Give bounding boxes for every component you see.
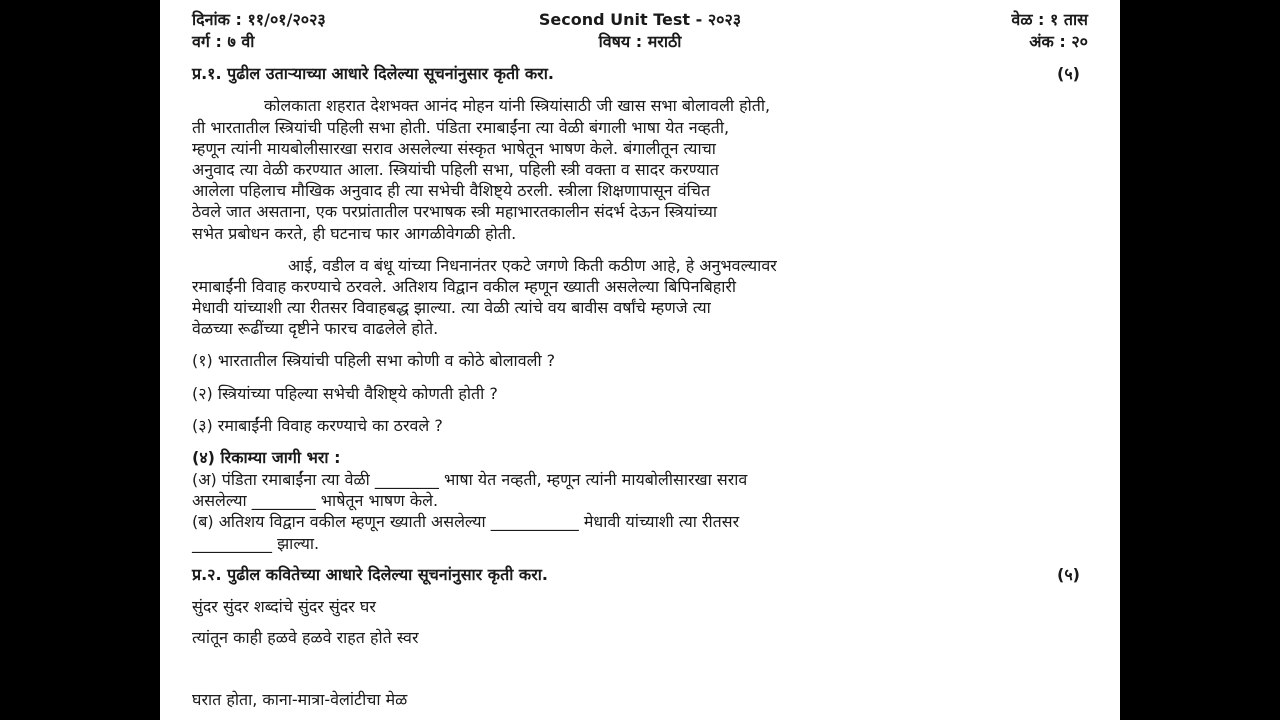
q1-marks: (५) (1057, 64, 1080, 83)
poem-line: घरात होता, काना-मात्रा-वेलांटीचा मेळ (192, 690, 408, 709)
q2-heading: प्र.२. पुढील कवितेच्या आधारे दिलेल्या सूचनांनुसार कृती करा. (192, 565, 548, 584)
fill-blank-b: (ब) अतिशय विद्वान वकील म्हणून ख्याती असलेल्या ___________ मेधावी यांच्याशी त्या रीतसर (192, 512, 740, 531)
exam-class: वर्ग : ७ वी (192, 32, 255, 51)
passage-line: मेधावी यांच्याशी त्या रीतसर विवाहबद्ध झाल्या. त्या वेळी त्यांचे वय बावीस वर्षांचे म्हणजे त्या (192, 298, 711, 317)
passage-line: रमाबाईंनी विवाह करण्याचे ठरवले. अतिशय विद्वान वकील म्हणून ख्याती असलेल्या बिपिनबिहारी (192, 277, 737, 296)
fill-blank-a-cont: असलेल्या ________ भाषेतून भाषण केले. (192, 491, 439, 510)
passage-line: अनुवाद त्या वेळी करण्यात आला. स्त्रियांची पहिली सभा, पहिली स्त्री वक्ता व सादर करण्यात (192, 160, 719, 179)
poem-line: त्यांतून काही हळवे हळवे राहत होते स्वर (192, 628, 419, 647)
passage-line: वेळच्या रूढींच्या दृष्टीने फारच वाढलेले होते. (192, 319, 439, 338)
question-1: (१) भारतातील स्त्रियांची पहिली सभा कोणी व कोठे बोलावली ? (192, 351, 556, 370)
exam-subject: विषय : मराठी (598, 32, 682, 51)
exam-marks: अंक : २० (1029, 32, 1088, 51)
passage-line: कोलकाता शहरात देशभक्त आनंद मोहन यांनी स्त्रियांसाठी जी खास सभा बोलावली होती, (264, 96, 771, 115)
q2-marks: (५) (1057, 565, 1080, 584)
fill-blank-a: (अ) पंडिता रमाबाईंना त्या वेळी ________ भाषा येत नव्हती, म्हणून त्यांनी मायबोलीसारखा सराव (192, 470, 748, 489)
exam-duration: वेळ : १ तास (1011, 10, 1088, 29)
passage-line: ती भारतातील स्त्रियांची पहिली सभा होती. पंडिता रमाबाईंना त्या वेळी बंगाली भाषा येत नव्हती, (192, 118, 730, 137)
exam-title: Second Unit Test - २०२३ (538, 10, 742, 29)
passage-line: ठेवले जात असताना, एक परप्रांतातील परभाषक स्त्री महाभारतकालीन संदर्भ देऊन स्त्रियांच्या (192, 202, 718, 221)
passage-line: म्हणून त्यांनी मायबोलीसारखा सराव असलेल्या संस्कृत भाषेतून भाषण केले. बंगालीतून त्याचा (192, 139, 716, 158)
poem-line: सुंदर सुंदर शब्दांचे सुंदर सुंदर घर (192, 597, 376, 616)
fill-blanks-heading: (४) रिकाम्या जागी भरा : (192, 448, 341, 467)
exam-date: दिनांक : ११/०१/२०२३ (192, 10, 326, 29)
fill-blank-b-cont: __________ झाल्या. (192, 534, 320, 553)
question-3: (३) रमाबाईंनी विवाह करण्याचे का ठरवले ? (192, 416, 443, 435)
passage-line: आई, वडील व बंधू यांच्या निधनानंतर एकटे जगणे किती कठीण आहे, हे अनुभवल्यावर (288, 256, 777, 275)
q1-heading: प्र.१. पुढील उताऱ्याच्या आधारे दिलेल्या सूचनांनुसार कृती करा. (192, 64, 554, 83)
passage-line: सभेत प्रबोधन करते, ही घटनाच फार आगळीवेगळी होती. (192, 224, 517, 243)
exam-paper (160, 0, 1120, 720)
passage-line: आलेला पहिलाच मौखिक अनुवाद ही त्या सभेची वैशिष्ट्ये ठरली. स्त्रीला शिक्षणापासून वंचित (192, 181, 711, 200)
question-2: (२) स्त्रियांच्या पहिल्या सभेची वैशिष्ट्ये कोणती होती ? (192, 384, 498, 403)
